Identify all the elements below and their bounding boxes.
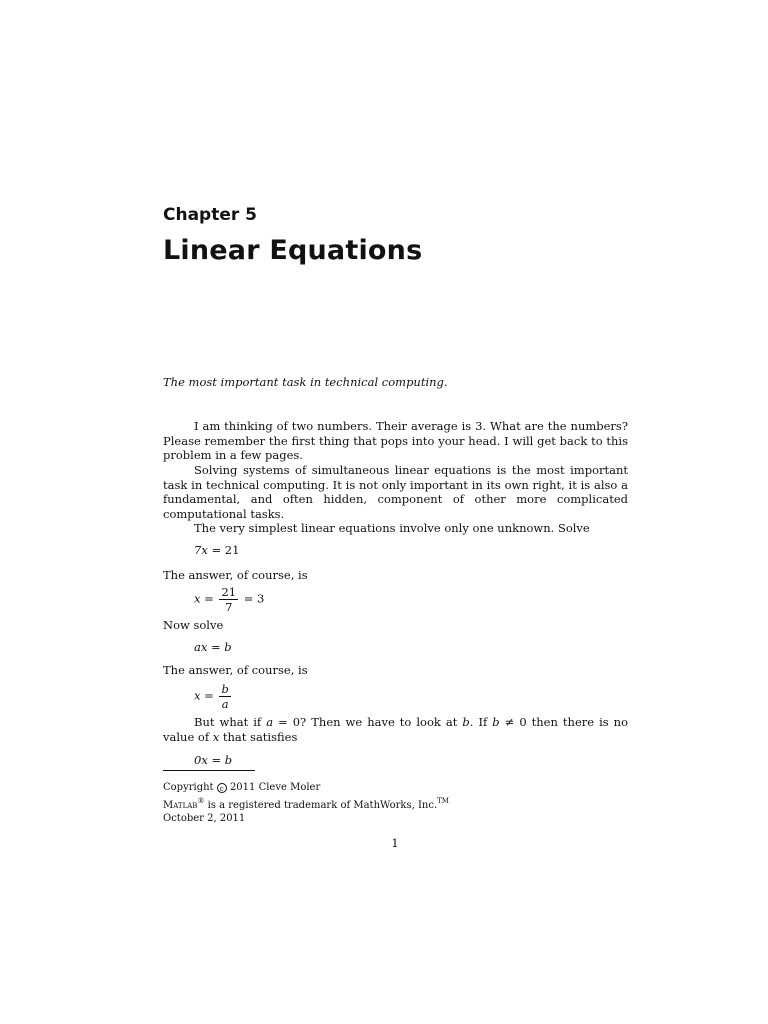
eq3-lhs: ax (194, 640, 208, 654)
eq4-numerator: b (221, 682, 229, 696)
equation-x-b-over-a (194, 682, 233, 711)
copyright-prefix: Copyright (163, 782, 214, 793)
eq4-equals: = (204, 688, 214, 703)
page-number: 1 (391, 836, 399, 850)
eq4-denominator: a (219, 696, 230, 711)
registered-mark: ® (197, 796, 205, 805)
paragraph-3: The very simplest linear equations involve only one unknown. Solve (194, 521, 590, 535)
but-text-1: But what if (194, 715, 267, 729)
answer-intro-1: The answer, of course, is (163, 568, 308, 582)
now-solve: Now solve (163, 618, 224, 632)
footnote-copyright (163, 782, 449, 795)
but-text-2: = 0? Then we have to look at (273, 715, 463, 729)
footnote-trademark (163, 795, 449, 813)
but-var-a: a (266, 715, 274, 729)
equation-x-21-over-7 (194, 585, 264, 614)
but-text-5: that satisfies (219, 729, 298, 744)
paragraph-but-what-if (163, 715, 628, 744)
chapter-title: Linear Equations (163, 235, 423, 266)
matlab-name: Matlab (163, 799, 198, 811)
chapter-label: Chapter 5 (163, 205, 258, 225)
eq2-numerator: 21 (221, 585, 237, 599)
copyright-icon: c (217, 783, 227, 793)
eq5-rhs: b (224, 753, 233, 767)
paragraph-1: I am thinking of two numbers. Their average is 3. What are the numbers? Please remember the first thing that pops into your head. I will get back to this problem in a few pages. (163, 419, 628, 463)
equation-ax-b (194, 640, 232, 655)
but-text-3: . If (469, 715, 493, 729)
but-text-4: ≠ 0 then there is no value of (163, 715, 629, 744)
but-var-b2: b (492, 715, 500, 729)
eq3-rhs: b (224, 640, 232, 654)
eq5-equals: = (211, 753, 222, 767)
tm-mark: TM (437, 796, 449, 805)
but-var-b: b (462, 715, 470, 729)
paragraph-2: Solving systems of simultaneous linear equations is the most important task in technical computing. It is not only important in its own right, it is also a fundamental, and often hidden, component of other more complicated computational tasks. (163, 463, 628, 521)
eq2-equals: = (204, 591, 214, 606)
footnote-date: October 2, 2011 (163, 812, 246, 824)
eq2-var: x (194, 591, 201, 606)
eq1-rhs: = 21 (211, 543, 240, 557)
eq1-lhs: 7x (194, 543, 208, 557)
equation-7x-21 (194, 543, 239, 558)
eq5-lhs: 0x (194, 753, 208, 767)
copyright-rest: 2011 Cleve Moler (229, 782, 321, 793)
but-var-x: x (212, 729, 220, 744)
answer-intro-2: The answer, of course, is (163, 663, 308, 677)
eq3-equals: = (211, 640, 221, 654)
footnote-rule (163, 770, 255, 771)
footnote (163, 782, 449, 825)
equation-0x-b (194, 753, 232, 768)
eq4-fraction (219, 682, 230, 711)
eq2-result: = 3 (243, 591, 265, 606)
eq2-denominator: 7 (219, 599, 238, 614)
eq2-fraction (219, 585, 238, 614)
trademark-text: is a registered trademark of MathWorks, Inc. (204, 799, 438, 811)
epigraph: The most important task in technical computing. (163, 375, 448, 389)
eq4-var: x (194, 688, 201, 703)
